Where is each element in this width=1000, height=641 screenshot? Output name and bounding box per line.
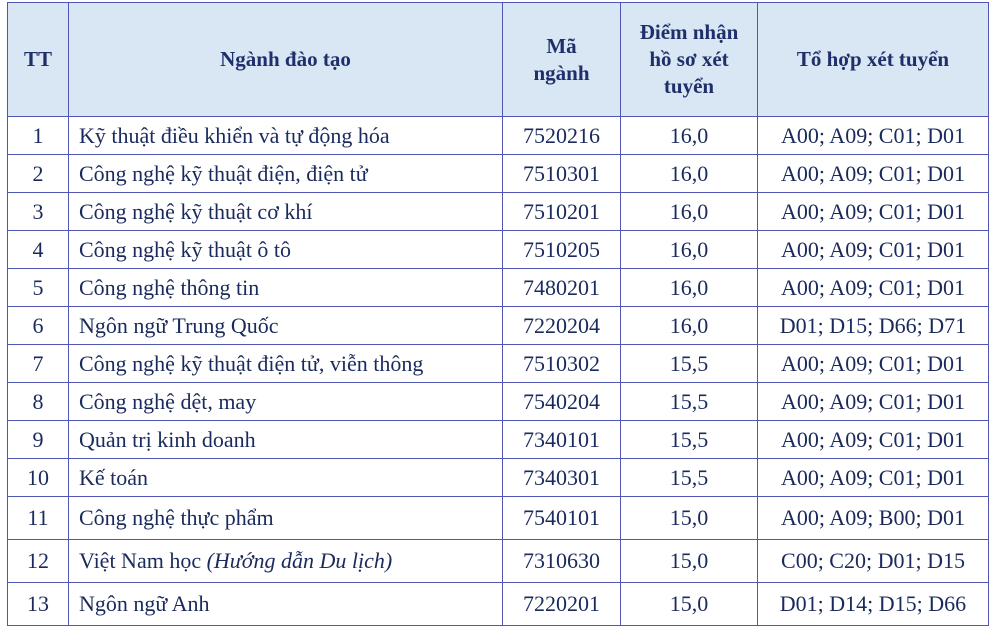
row-tt: 13 [8, 583, 69, 626]
row-program-code: 7220201 [503, 583, 621, 626]
row-program-code: 7510301 [503, 155, 621, 193]
row-min-score: 15,0 [621, 583, 758, 626]
header-program-name: Ngành đào tạo [69, 3, 503, 117]
row-min-score: 15,5 [621, 459, 758, 497]
row-subject-combination: A00; A09; B00; D01 [758, 497, 989, 540]
row-tt: 3 [8, 193, 69, 231]
row-program-name [69, 117, 503, 155]
header-program-code-line2: ngành [533, 60, 590, 85]
row-subject-combination: D01; D14; D15; D66 [758, 583, 989, 626]
row-program-name [69, 231, 503, 269]
table-header [8, 3, 989, 117]
row-tt: 5 [8, 269, 69, 307]
admission-scores-table [7, 2, 989, 626]
row-subject-combination: A00; A09; C01; D01 [758, 231, 989, 269]
table-row [8, 269, 989, 307]
row-subject-combination: C00; C20; D01; D15 [758, 540, 989, 583]
row-tt: 6 [8, 307, 69, 345]
row-program-code: 7340301 [503, 459, 621, 497]
row-program-code: 7510201 [503, 193, 621, 231]
row-program-code: 7310630 [503, 540, 621, 583]
row-subject-combination: A00; A09; C01; D01 [758, 345, 989, 383]
program-name-text: Kỹ thuật điều khiển và tự động hóa [79, 122, 390, 148]
table-row [8, 421, 989, 459]
program-name-text: Quản trị kinh doanh [79, 426, 256, 452]
row-min-score: 16,0 [621, 231, 758, 269]
row-program-code: 7220204 [503, 307, 621, 345]
table-row [8, 583, 989, 626]
row-subject-combination: A00; A09; C01; D01 [758, 383, 989, 421]
row-subject-combination: A00; A09; C01; D01 [758, 155, 989, 193]
row-program-name [69, 383, 503, 421]
row-program-name [69, 459, 503, 497]
row-subject-combination: D01; D15; D66; D71 [758, 307, 989, 345]
row-program-name [69, 421, 503, 459]
program-name-text: Ngôn ngữ Trung Quốc [79, 312, 279, 338]
row-program-code: 7540101 [503, 497, 621, 540]
program-name-text: Ngôn ngữ Anh [79, 591, 210, 616]
row-min-score: 15,0 [621, 497, 758, 540]
row-program-name [69, 497, 503, 540]
row-subject-combination: A00; A09; C01; D01 [758, 193, 989, 231]
row-min-score: 15,5 [621, 345, 758, 383]
program-name-text: Công nghệ thực phẩm [79, 505, 274, 530]
table-row [8, 459, 989, 497]
program-name-text: Công nghệ thông tin [79, 274, 260, 300]
header-min-score-line3: tuyển [663, 74, 715, 98]
row-min-score: 16,0 [621, 117, 758, 155]
row-subject-combination: A00; A09; C01; D01 [758, 421, 989, 459]
table-row [8, 231, 989, 269]
row-program-name [69, 193, 503, 231]
program-name-text: Công nghệ kỹ thuật điện, điện tử [79, 160, 368, 186]
row-min-score: 16,0 [621, 193, 758, 231]
header-min-score-line1: Điểm nhận [639, 20, 739, 44]
row-min-score: 16,0 [621, 269, 758, 307]
program-name-text: Công nghệ kỹ thuật điện tử, viễn thông [79, 350, 424, 376]
table-row [8, 540, 989, 583]
row-subject-combination: A00; A09; C01; D01 [758, 269, 989, 307]
row-program-code: 7520216 [503, 117, 621, 155]
row-program-name [69, 269, 503, 307]
header-subject-combinations: Tổ hợp xét tuyển [758, 3, 989, 117]
row-subject-combination: A00; A09; C01; D01 [758, 117, 989, 155]
row-min-score: 15,5 [621, 421, 758, 459]
row-program-code: 7340101 [503, 421, 621, 459]
header-row [8, 3, 989, 117]
header-tt: TT [8, 3, 69, 117]
row-tt: 11 [8, 497, 69, 540]
row-program-code: 7510205 [503, 231, 621, 269]
program-name-text: Công nghệ kỹ thuật cơ khí [79, 198, 313, 224]
program-name-text: Công nghệ kỹ thuật ô tô [79, 236, 292, 262]
row-subject-combination: A00; A09; C01; D01 [758, 459, 989, 497]
program-name-text: Kế toán [79, 464, 149, 490]
row-program-code: 7510302 [503, 345, 621, 383]
row-program-name [69, 307, 503, 345]
program-name-text: Công nghệ dệt, may [79, 388, 257, 414]
row-min-score: 15,5 [621, 383, 758, 421]
row-tt: 9 [8, 421, 69, 459]
header-program-code-line1: Mã [546, 33, 577, 58]
header-program-code [503, 3, 621, 117]
row-tt: 7 [8, 345, 69, 383]
table-body [8, 117, 989, 626]
table-row [8, 497, 989, 540]
row-program-name [69, 155, 503, 193]
row-tt: 8 [8, 383, 69, 421]
row-min-score: 15,0 [621, 540, 758, 583]
program-name-text: Việt Nam học [79, 548, 207, 573]
admission-table-container [7, 2, 989, 626]
program-name-note: (Hướng dẫn Du lịch) [206, 548, 393, 573]
table-row [8, 117, 989, 155]
table-row [8, 307, 989, 345]
row-tt: 12 [8, 540, 69, 583]
header-min-score-line2: hồ sơ xét [649, 47, 729, 71]
table-row [8, 383, 989, 421]
row-min-score: 16,0 [621, 155, 758, 193]
table-row [8, 155, 989, 193]
row-program-name [69, 540, 503, 583]
row-program-code: 7480201 [503, 269, 621, 307]
row-tt: 10 [8, 459, 69, 497]
row-min-score: 16,0 [621, 307, 758, 345]
row-tt: 4 [8, 231, 69, 269]
row-program-code: 7540204 [503, 383, 621, 421]
row-program-name [69, 345, 503, 383]
table-row [8, 345, 989, 383]
row-tt: 1 [8, 117, 69, 155]
table-row [8, 193, 989, 231]
header-min-score [621, 3, 758, 117]
row-tt: 2 [8, 155, 69, 193]
row-program-name [69, 583, 503, 626]
